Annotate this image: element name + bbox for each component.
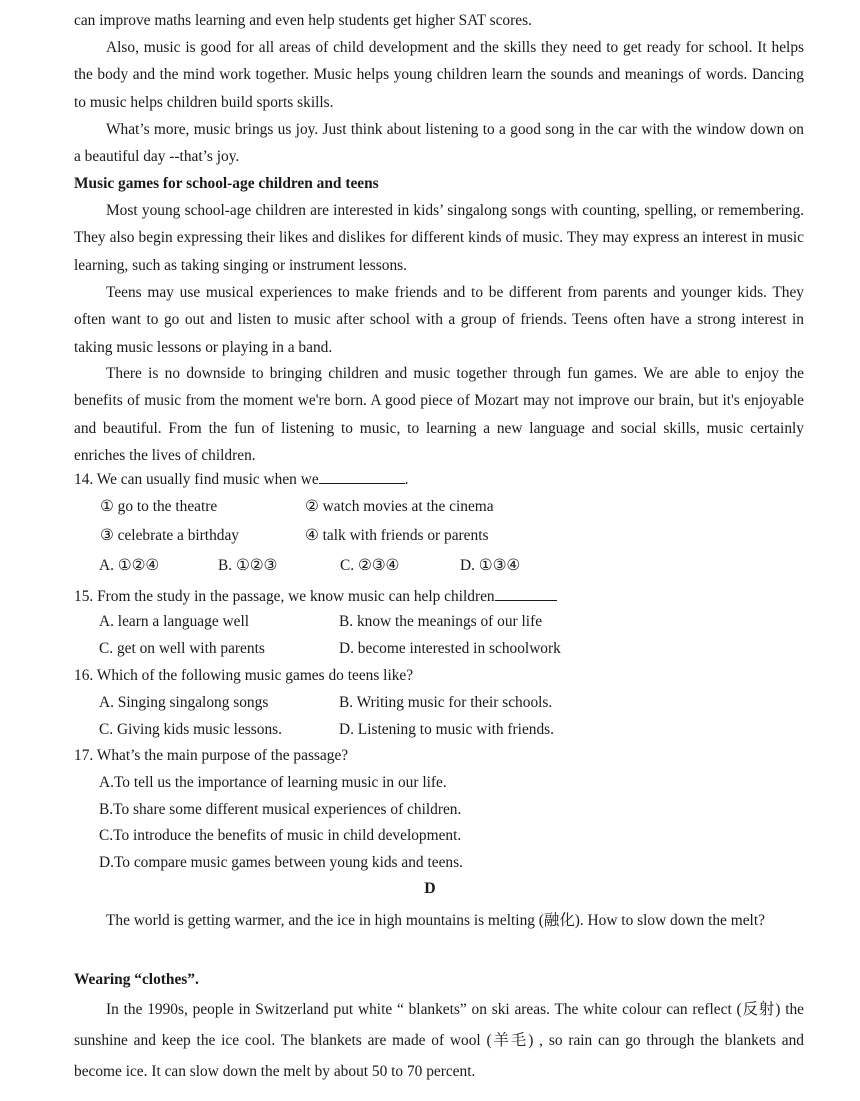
question-15-stem: 15. From the study in the passage, we know music can help children xyxy=(74,586,557,607)
question-17-stem: 17. What’s the main purpose of the passage? xyxy=(74,747,349,764)
q17-option-a[interactable]: A.To tell us the importance of learning music in our life. xyxy=(99,774,447,791)
question-16-stem: 16. Which of the following music games do teens like? xyxy=(74,667,414,684)
question-14-stem: 14. We can usually find music when we . xyxy=(74,471,409,488)
passage-d-paragraph: In the 1990s, people in Switzerland put white “ blankets” on ski areas. The white colour can reflect (反射) the sunshine and keep the ice cool. The blankets are made of wool (羊毛) , so rain can go through the blankets and become ice. It can slow down the melt by about 50 to 70 percent. xyxy=(74,1001,804,1080)
q17-option-c[interactable]: C.To introduce the benefits of music in child development. xyxy=(99,827,462,844)
q14-item: ① go to the theatre xyxy=(100,498,218,515)
q14-option-c[interactable]: C. ②③④ xyxy=(340,557,400,574)
q15-option-d[interactable]: D. become interested in schoolwork xyxy=(339,640,561,657)
q14-option-b[interactable]: B. ①②③ xyxy=(218,557,278,574)
q16-option-d[interactable]: D. Listening to music with friends. xyxy=(339,721,555,738)
section-heading: Music games for school-age children and teens xyxy=(74,175,379,192)
answer-blank xyxy=(495,586,557,601)
q14-item: ② watch movies at the cinema xyxy=(305,498,494,515)
q14-option-d[interactable]: D. ①③④ xyxy=(460,557,521,574)
q16-option-b[interactable]: B. Writing music for their schools. xyxy=(339,694,553,711)
q14-option-a[interactable]: A. ①②④ xyxy=(99,557,160,574)
q14-item: ③ celebrate a birthday xyxy=(100,527,239,544)
passage-c-paragraph: What’s more, music brings us joy. Just think about listening to a good song in the car with the window down on a beautiful day --that’s joy. xyxy=(74,121,804,166)
passage-c-paragraph: can improve maths learning and even help students get higher SAT scores. xyxy=(74,12,532,29)
passage-c-paragraph: Teens may use musical experiences to make friends and to be different from parents and younger kids. They often want to go out and listen to music after school with a group of friends. Teens often have a strong interest in taking music lessons or playing in a band. xyxy=(74,284,804,356)
q15-option-a[interactable]: A. learn a language well xyxy=(99,613,249,630)
q17-option-b[interactable]: B.To share some different musical experiences of children. xyxy=(99,801,462,818)
passage-d-letter: D xyxy=(424,880,436,897)
passage-c-paragraph: Also, music is good for all areas of child development and the skills they need to get ready for school. It helps the body and the mind work together. Music helps young children learn the sounds and meanings of words. Dancing to music helps children build sports skills. xyxy=(74,39,804,111)
q14-item: ④ talk with friends or parents xyxy=(305,527,489,544)
q16-option-a[interactable]: A. Singing singalong songs xyxy=(99,694,269,711)
passage-c-paragraph: There is no downside to bringing children and music together through fun games. We are able to enjoy the benefits of music from the moment we're born. A good piece of Mozart may not improve our brain, but it's enjoyable and beautiful. From the fun of listening to music, to learning a new language and social skills, music certainly enriches the lives of children. xyxy=(74,365,804,464)
q15-option-c[interactable]: C. get on well with parents xyxy=(99,640,265,657)
q16-option-c[interactable]: C. Giving kids music lessons. xyxy=(99,721,282,738)
answer-blank xyxy=(319,469,405,484)
passage-d-paragraph: The world is getting warmer, and the ice in high mountains is melting (融化). How to slow down the melt? xyxy=(106,912,765,929)
q15-option-b[interactable]: B. know the meanings of our life xyxy=(339,613,543,630)
section-heading: Wearing “clothes”. xyxy=(74,971,199,988)
passage-c-paragraph: Most young school-age children are interested in kids’ singalong songs with counting, spelling, or remembering. They also begin expressing their likes and dislikes for different kinds of music. They may express an interest in music learning, such as taking singing or instrument lessons. xyxy=(74,202,804,274)
q17-option-d[interactable]: D.To compare music games between young kids and teens. xyxy=(99,854,463,871)
